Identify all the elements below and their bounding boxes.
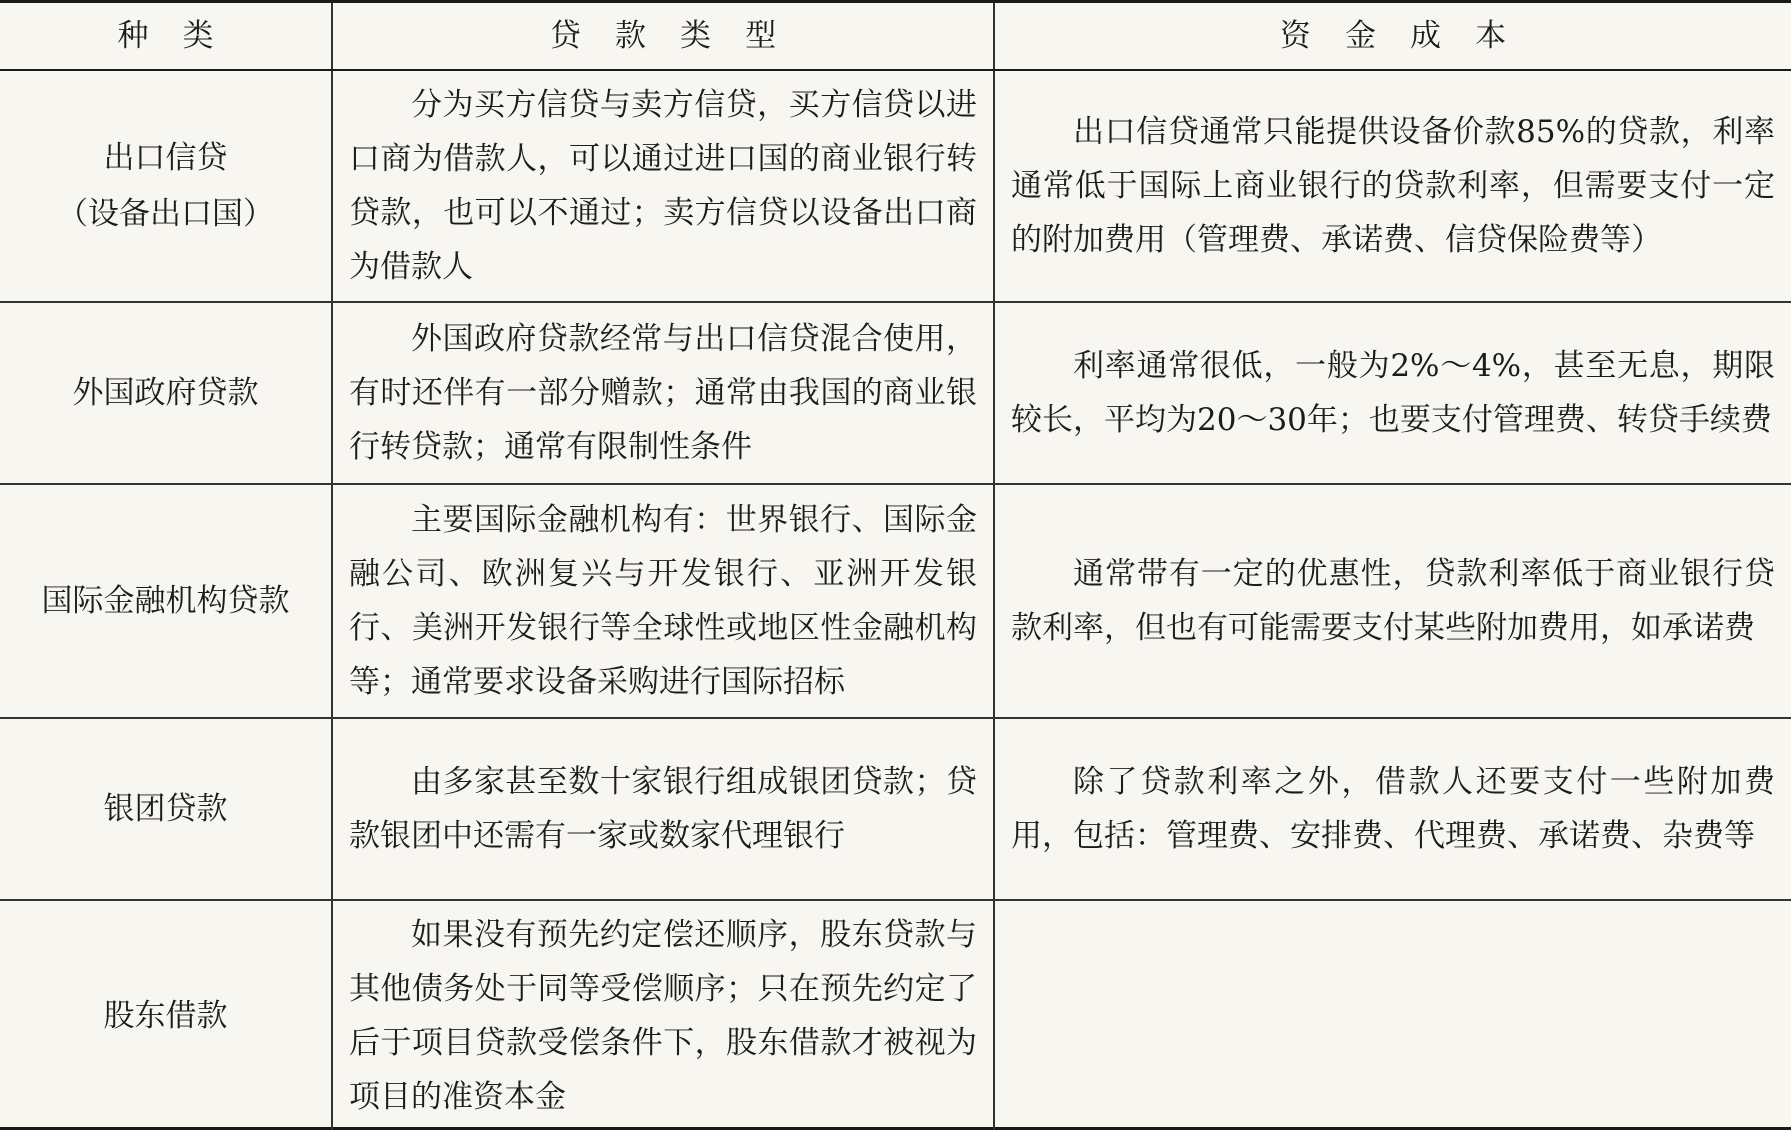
kind-label: 股东借款 [103, 997, 228, 1034]
cell-cost: 出口信贷通常只能提供设备价款85%的贷款，利率通常低于国际上商业银行的贷款利率，但需要支付一定的附加费用（管理费、承诺费、信贷保险费等） [994, 70, 1791, 302]
cell-kind [0, 718, 332, 900]
kind-label: 出口信贷 [103, 140, 228, 176]
kind-label: 国际金融机构贷款 [41, 583, 290, 619]
table-body [0, 70, 1791, 1130]
loan-table [0, 3, 1791, 1130]
cell-cost: 利率通常很低，一般为2%～4%，甚至无息，期限较长，平均为20～30年；也要支付管理费、转贷手续费 [994, 302, 1791, 484]
header-row [0, 3, 1791, 70]
table-row [0, 718, 1791, 900]
cell-cost: 除了贷款利率之外，借款人还要支付一些附加费用，包括：管理费、安排费、代理费、承诺费、杂费等 [994, 718, 1791, 900]
cell-loan-type: 主要国际金融机构有：世界银行、国际金融公司、欧洲复兴与开发银行、亚洲开发银行、美洲开发银行等全球性或地区性金融机构等；通常要求设备采购进行国际招标 [332, 484, 994, 718]
table-row [0, 302, 1791, 484]
kind-sublabel: （设备出口国） [57, 196, 274, 232]
table-row [0, 900, 1791, 1130]
cell-kind [0, 484, 332, 718]
cell-loan-type: 如果没有预先约定偿还顺序，股东贷款与其他债务处于同等受偿顺序；只在预先约定了后于项目贷款受偿条件下，股东借款才被视为项目的准资本金 [332, 900, 994, 1130]
table-row [0, 484, 1791, 718]
header-cost: 资金成本 [994, 3, 1791, 70]
header-loan-type: 贷款类型 [332, 3, 994, 70]
cell-cost: 通常带有一定的优惠性，贷款利率低于商业银行贷款利率，但也有可能需要支付某些附加费用，如承诺费 [994, 484, 1791, 718]
header-kind: 种类 [0, 3, 332, 70]
cell-cost [994, 900, 1791, 1130]
kind-label: 外国政府贷款 [72, 375, 259, 411]
cell-kind [0, 70, 332, 302]
cell-loan-type: 外国政府贷款经常与出口信贷混合使用，有时还伴有一部分赠款；通常由我国的商业银行转贷款；通常有限制性条件 [332, 302, 994, 484]
kind-label: 银团贷款 [103, 791, 228, 827]
cell-kind [0, 900, 332, 1130]
cell-kind [0, 302, 332, 484]
cell-loan-type: 分为买方信贷与卖方信贷，买方信贷以进口商为借款人，可以通过进口国的商业银行转贷款，也可以不通过；卖方信贷以设备出口商为借款人 [332, 70, 994, 302]
table-row [0, 70, 1791, 302]
table-header [0, 3, 1791, 70]
cell-loan-type: 由多家甚至数十家银行组成银团贷款；贷款银团中还需有一家或数家代理银行 [332, 718, 994, 900]
